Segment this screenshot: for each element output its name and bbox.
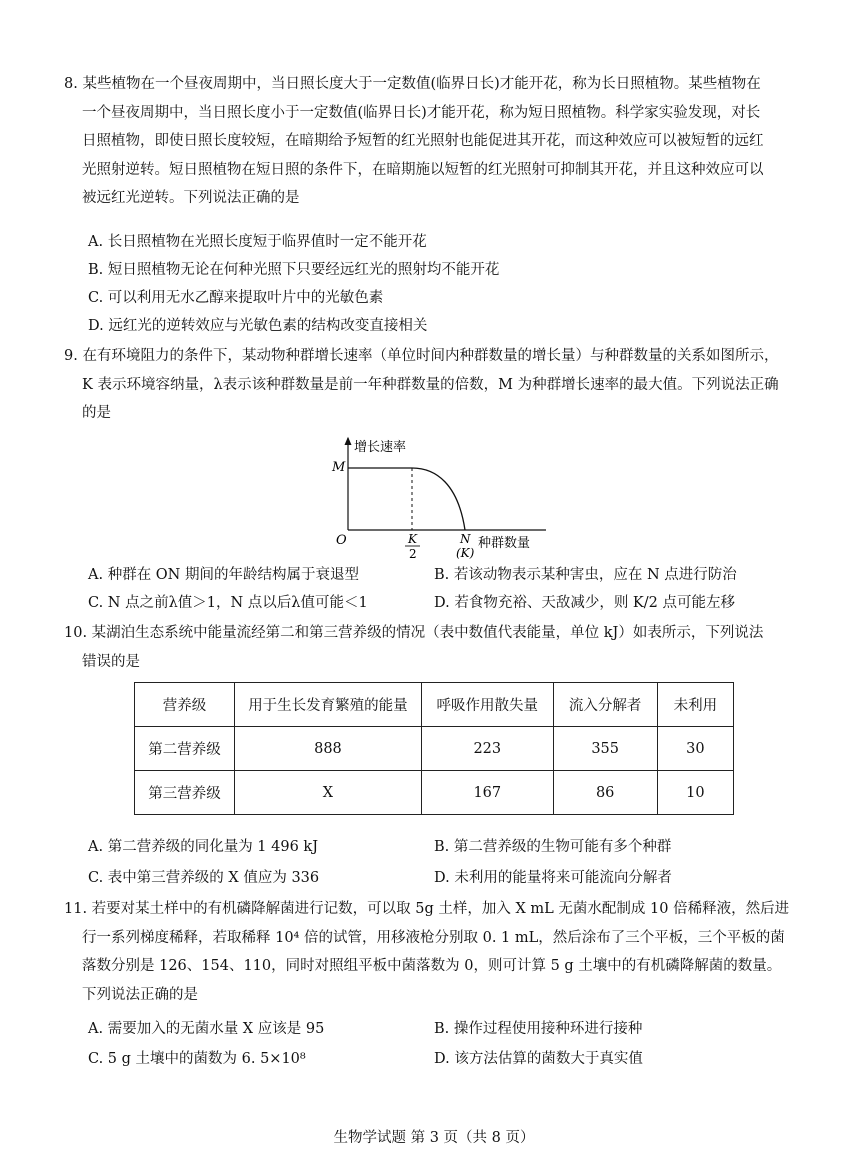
y-axis-label: 增长速率 [354, 440, 407, 455]
table-cell: 223 [421, 727, 553, 771]
k-half-denominator: 2 [409, 547, 417, 561]
origin-label: O [336, 533, 347, 548]
q10-option-d: D. 未利用的能量将来可能流向分解者 [434, 870, 672, 886]
table-row [135, 771, 734, 815]
table-cell: 第三营养级 [135, 771, 235, 815]
page-footer: 生物学试题 第 3 页（共 8 页） [333, 1130, 535, 1146]
q10-option-b: B. 第二营养级的生物可能有多个种群 [434, 839, 672, 855]
m-label: M [332, 460, 346, 475]
q8-line-2: 一个昼夜周期中，当日照长度小于一定数值(临界日长)才能开花，称为短日照植物。科学家实验发现，对长 [82, 104, 761, 121]
q8-option-b: B. 短日照植物无论在何种光照下只要经远红光的照射均不能开花 [88, 262, 500, 278]
q8-option-a: A. 长日照植物在光照长度短于临界值时一定不能开花 [88, 234, 427, 250]
q11-line-2: 行一系列梯度稀释，若取稀释 10⁴ 倍的试管，用移液枪分别取 0. 1 mL，然后涂布了三个平板，三个平板的菌 [82, 929, 785, 946]
q9-option-b: B. 若该动物表示某种害虫，应在 N 点进行防治 [434, 567, 737, 583]
energy-flow-table [134, 682, 734, 815]
q9-line-2: K 表示环境容纳量，λ表示该种群数量是前一年种群数量的倍数，M 为种群增长速率的最大值。下列说法正确 [82, 376, 779, 393]
table-header-row [135, 683, 734, 727]
q11-option-b: B. 操作过程使用接种环进行接种 [434, 1021, 643, 1037]
question-8-stem [64, 70, 804, 213]
growth-rate-graph [328, 432, 568, 567]
table-cell: 167 [421, 771, 553, 815]
q11-option-c: C. 5 g 土壤中的菌数为 6. 5×10⁸ [88, 1051, 306, 1067]
k-half-numerator: K [408, 532, 417, 546]
q11-option-a: A. 需要加入的无菌水量 X 应该是 95 [88, 1021, 325, 1037]
q9-option-a: A. 种群在 ON 期间的年龄结构属于衰退型 [88, 567, 359, 583]
q9-option-c: C. N 点之前λ值＞1，N 点以后λ值可能＜1 [88, 595, 368, 611]
table-cell: 第二营养级 [135, 727, 235, 771]
table-cell: 355 [553, 727, 657, 771]
q8-option-d: D. 远红光的逆转效应与光敏色素的结构改变直接相关 [88, 318, 428, 334]
table-cell: 30 [657, 727, 733, 771]
q9-option-d: D. 若食物充裕、天敌减少，则 K/2 点可能左移 [434, 595, 735, 611]
table-header-cell: 呼吸作用散失量 [421, 683, 553, 727]
q10-option-c: C. 表中第三营养级的 X 值应为 336 [88, 870, 320, 886]
q11-option-d: D. 该方法估算的菌数大于真实值 [434, 1051, 643, 1067]
table-header-cell: 未利用 [657, 683, 733, 727]
q11-line-1: 11. 若要对某土样中的有机磷降解菌进行记数，可以取 5g 土样，加入 X mL 无菌水配制成 10 倍稀释液，然后进 [64, 901, 790, 917]
q11-line-3: 落数分别是 126、154、110，同时对照组平板中菌落数为 0，则可计算 5 g 土壤中的有机磷降解菌的数量。 [82, 958, 782, 974]
question-10-stem [64, 619, 804, 676]
x-axis-label: 种群数量 [478, 536, 531, 551]
q9-line-3: 的是 [82, 405, 111, 421]
q8-line-1: 8. 某些植物在一个昼夜周期中，当日照长度大于一定数值(临界日长)才能开花，称为长日照植物。某些植物在 [64, 76, 761, 92]
table-header-cell: 营养级 [135, 683, 235, 727]
n-k-label: (K) [456, 546, 475, 560]
table-cell: 888 [234, 727, 421, 771]
q9-line-1: 9. 在有环境阻力的条件下，某动物种群增长速率（单位时间内种群数量的增长量）与种群数量的关系如图所示， [64, 348, 779, 364]
q10-line-1: 10. 某湖泊生态系统中能量流经第二和第三营养级的情况（表中数值代表能量，单位 kJ）如表所示，下列说法 [64, 625, 764, 641]
q8-line-3: 日照植物，即使日照长度较短，在暗期给予短暂的红光照射也能促进其开花，而这种效应可以被短暂的远红 [82, 133, 764, 149]
table-cell: 86 [553, 771, 657, 815]
question-9-stem [64, 342, 804, 428]
table-cell: X [234, 771, 421, 815]
q10-option-a: A. 第二营养级的同化量为 1 496 kJ [88, 839, 319, 855]
table-header-cell: 用于生长发育繁殖的能量 [234, 683, 421, 727]
table-cell: 10 [657, 771, 733, 815]
q10-line-2: 错误的是 [82, 653, 140, 670]
q8-line-5: 被远红光逆转。下列说法正确的是 [82, 190, 300, 206]
growth-curve [348, 468, 465, 530]
table-header-cell: 流入分解者 [553, 683, 657, 727]
table-row [135, 727, 734, 771]
n-label: N [460, 532, 471, 546]
q8-line-4: 光照射逆转。短日照植物在短日照的条件下，在暗期施以短暂的红光照射可抑制其开花，并且这种效应可以 [82, 161, 764, 178]
question-11-stem [64, 895, 804, 1009]
q8-option-c: C. 可以利用无水乙醇来提取叶片中的光敏色素 [88, 290, 384, 306]
q11-line-4: 下列说法正确的是 [82, 986, 198, 1003]
